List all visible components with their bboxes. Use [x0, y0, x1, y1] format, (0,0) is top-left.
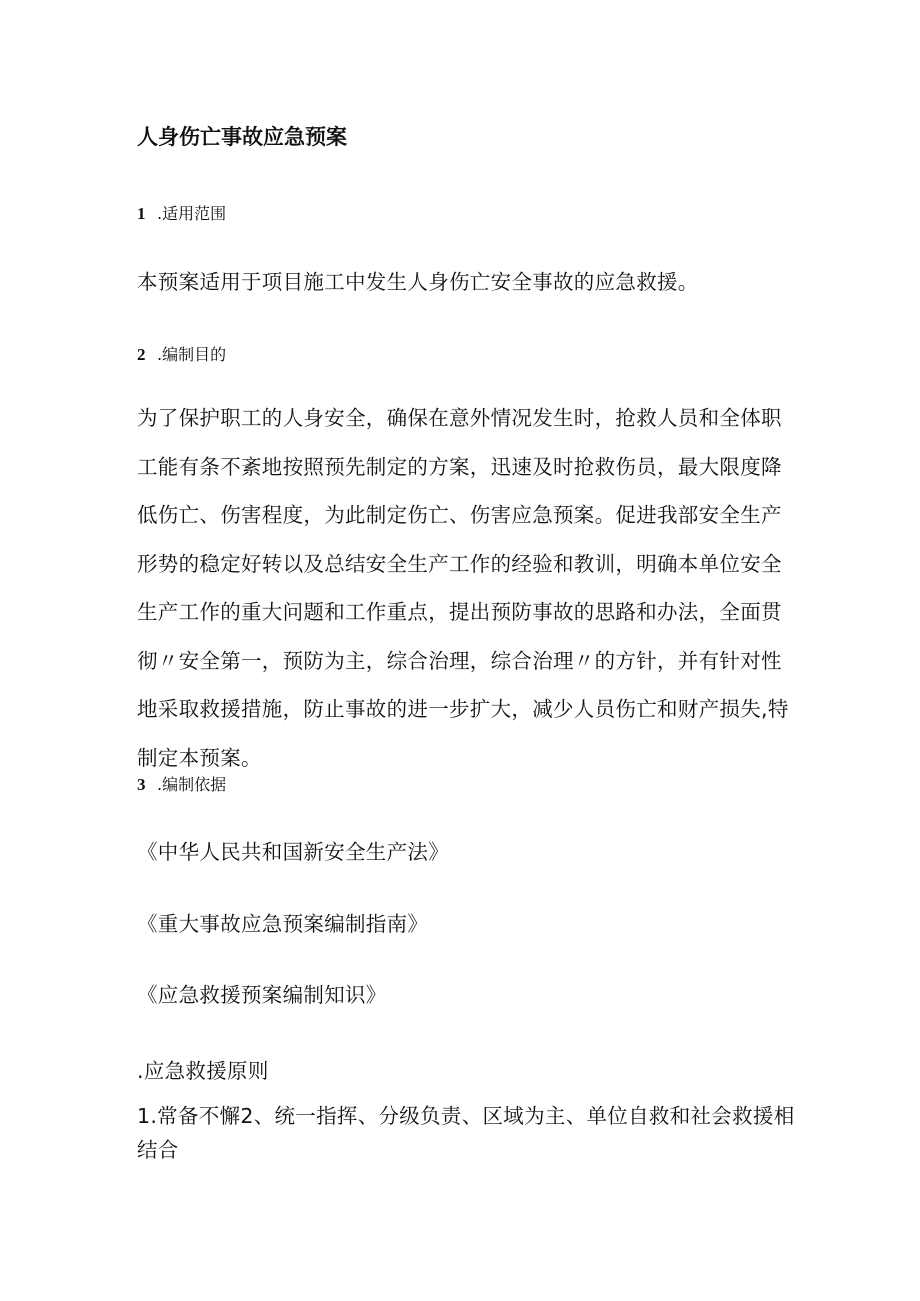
section-2-heading — [137, 342, 226, 365]
section-1-text: 本预案适用于项目施工中发生人身伤亡安全事故的应急救援。 — [137, 270, 699, 294]
section-2-label: .编制目的 — [157, 345, 227, 364]
section-2-number: 2 — [137, 345, 146, 364]
section-3-number: 3 — [137, 775, 146, 794]
section-1-heading — [137, 201, 226, 224]
section-1-number: 1 — [137, 204, 146, 223]
reference-item: 《中华人民共和国新安全生产法》 — [137, 840, 449, 864]
section-1-label: .适用范围 — [157, 204, 227, 223]
section-3-heading — [137, 772, 226, 795]
section-3-label: .编制依据 — [157, 775, 227, 794]
section-4-heading: .应急救援原则 — [137, 1059, 269, 1083]
section-4-text: 1.常备不懈2、统一指挥、分级负责、区域为主、单位自救和社会救援相结合 — [137, 1104, 795, 1162]
document-title: 人身伤亡事故应急预案 — [137, 125, 347, 149]
section-2-paragraph: 为了保护职工的人身安全，确保在意外情况发生时，抢救人员和全体职工能有条不紊地按照预先制定的方案，迅速及时抢救伤员，最大限度降低伤亡、伤害程度，为此制定伤亡、伤害应急预案。促进我部安全生产形势的稳定好转以及总结安全生产工作的经验和教训，明确本单位安全生产工作的重大问题和工作重点，提出预防事故的思路和办法，全面贯彻〃安全第一，预防为主，综合治理，综合治理〃的方针，并有针对性地采取救援措施，防止事故的进一步扩大，减少人员伤亡和财产损失,特制定本预案。 — [137, 406, 789, 770]
reference-item: 《应急救援预案编制知识》 — [137, 983, 387, 1007]
reference-item: 《重大事故应急预案编制指南》 — [137, 912, 429, 936]
